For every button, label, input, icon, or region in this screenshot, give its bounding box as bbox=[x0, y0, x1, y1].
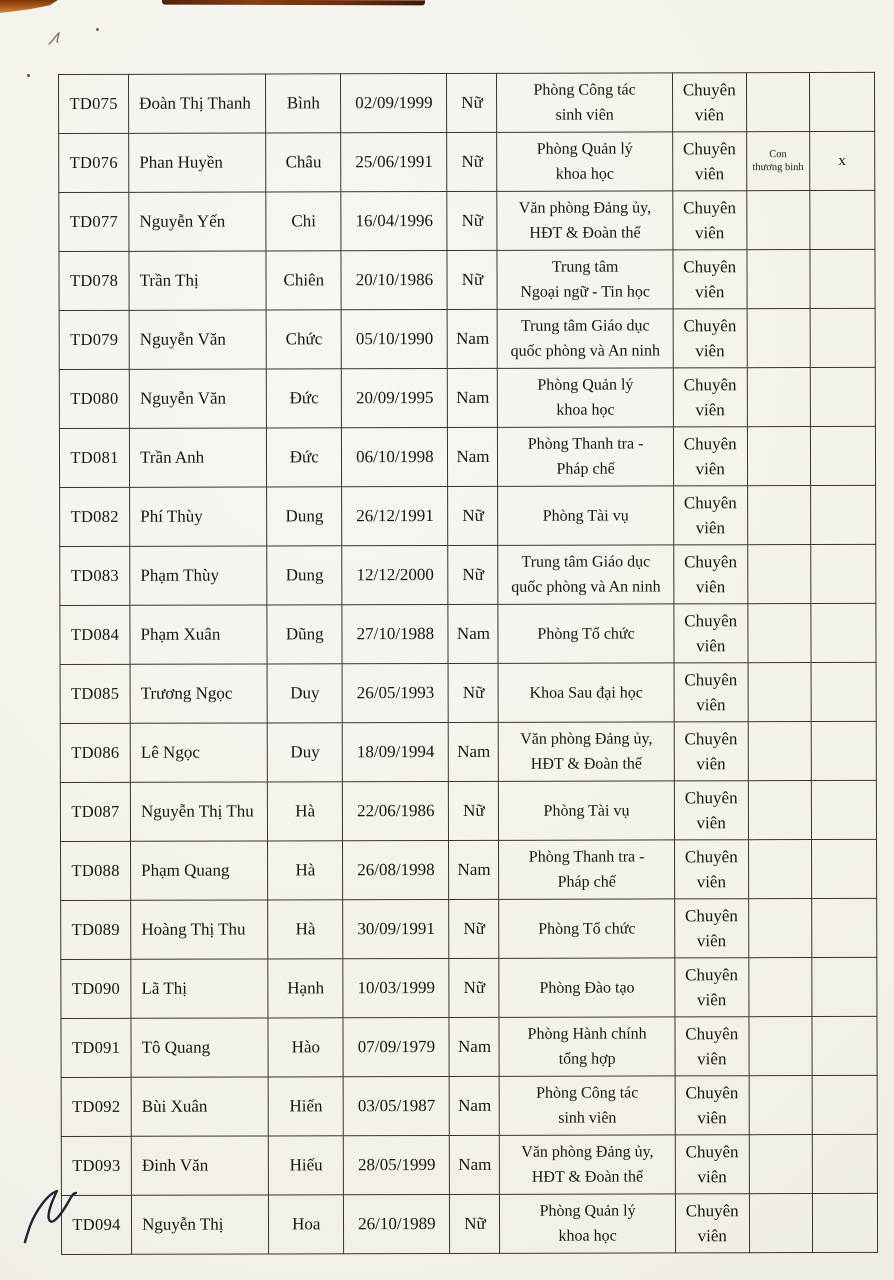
cell-gioi_tinh: Nam bbox=[448, 427, 498, 486]
cell-gioi_tinh: Nữ bbox=[448, 663, 498, 722]
table-row bbox=[60, 544, 876, 605]
cell-ngay_sinh: 27/10/1988 bbox=[342, 604, 448, 663]
cell-ho_dem: Phạm Xuân bbox=[130, 605, 267, 664]
cell-ma: TD091 bbox=[61, 1018, 131, 1077]
cell-don_vi: Văn phòng Đảng ủy, HĐT & Đoàn thể bbox=[499, 722, 674, 781]
cell-don_vi: Phòng Thanh tra - Pháp chế bbox=[499, 840, 674, 899]
cell-ngay_sinh: 05/10/1990 bbox=[341, 309, 447, 368]
cell-gioi_tinh: Nam bbox=[449, 722, 499, 781]
cell-chuc_danh: Chuyên viên bbox=[675, 1076, 749, 1135]
cell-ho_dem: Phan Huyền bbox=[129, 133, 266, 192]
cell-ten: Đức bbox=[267, 369, 342, 428]
cell-chuc_danh: Chuyên viên bbox=[673, 545, 747, 604]
cell-ghi_chu bbox=[749, 1076, 812, 1135]
cell-ghi_chu bbox=[748, 899, 811, 958]
cell-chuc_danh: Chuyên viên bbox=[673, 250, 747, 309]
cell-ma: TD081 bbox=[59, 428, 129, 487]
cell-x bbox=[811, 662, 876, 721]
cell-gioi_tinh: Nam bbox=[448, 604, 498, 663]
cell-ghi_chu bbox=[747, 191, 810, 250]
cell-chuc_danh: Chuyên viên bbox=[674, 781, 748, 840]
cell-don_vi: Phòng Công tác sinh viên bbox=[497, 73, 672, 132]
cell-x bbox=[809, 72, 874, 131]
cell-ma: TD088 bbox=[61, 841, 131, 900]
cell-ngay_sinh: 18/09/1994 bbox=[343, 722, 449, 781]
cell-x bbox=[810, 367, 875, 426]
cell-don_vi: Phòng Công tác sinh viên bbox=[500, 1076, 675, 1135]
cell-chuc_danh: Chuyên viên bbox=[674, 840, 748, 899]
pen-speck bbox=[27, 74, 30, 77]
cell-don_vi: Phòng Quản lý khoa học bbox=[497, 132, 672, 191]
cell-ghi_chu bbox=[747, 250, 810, 309]
cell-x bbox=[811, 780, 876, 839]
cell-chuc_danh: Chuyên viên bbox=[673, 368, 747, 427]
cell-don_vi: Văn phòng Đảng ủy, HĐT & Đoàn thể bbox=[497, 191, 672, 250]
scan-artifact-strip bbox=[162, 0, 425, 5]
cell-gioi_tinh: Nữ bbox=[447, 132, 497, 191]
cell-ho_dem: Trương Ngọc bbox=[130, 664, 267, 723]
cell-ngay_sinh: 03/05/1987 bbox=[343, 1076, 449, 1135]
cell-ngay_sinh: 10/03/1999 bbox=[343, 958, 449, 1017]
cell-chuc_danh: Chuyên viên bbox=[675, 1194, 749, 1253]
cell-ten: Hạnh bbox=[268, 959, 343, 1018]
cell-ten: Hiến bbox=[268, 1077, 343, 1136]
cell-ho_dem: Nguyễn Thị bbox=[132, 1195, 269, 1254]
cell-ma: TD082 bbox=[60, 487, 130, 546]
cell-ngay_sinh: 02/09/1999 bbox=[341, 73, 447, 132]
cell-ngay_sinh: 26/08/1998 bbox=[343, 840, 449, 899]
cell-ngay_sinh: 25/06/1991 bbox=[341, 132, 447, 191]
personnel-table bbox=[58, 72, 878, 1255]
cell-ten: Duy bbox=[267, 723, 342, 782]
scan-artifact-corner bbox=[0, 0, 58, 13]
cell-x bbox=[811, 721, 876, 780]
cell-ten: Duy bbox=[267, 664, 342, 723]
cell-don_vi: Phòng Quản lý khoa học bbox=[498, 368, 673, 427]
cell-chuc_danh: Chuyên viên bbox=[674, 899, 748, 958]
cell-ghi_chu bbox=[749, 1135, 812, 1194]
cell-ho_dem: Nguyễn Văn bbox=[129, 310, 266, 369]
cell-chuc_danh: Chuyên viên bbox=[674, 663, 748, 722]
cell-ma: TD094 bbox=[61, 1195, 131, 1254]
cell-x bbox=[810, 485, 875, 544]
cell-gioi_tinh: Nữ bbox=[447, 73, 497, 132]
cell-ma: TD078 bbox=[59, 251, 129, 310]
cell-ghi_chu bbox=[747, 309, 810, 368]
cell-ten: Dung bbox=[267, 546, 342, 605]
cell-chuc_danh: Chuyên viên bbox=[672, 191, 746, 250]
cell-ngay_sinh: 07/09/1979 bbox=[343, 1017, 449, 1076]
table-row bbox=[60, 485, 876, 546]
cell-x bbox=[811, 839, 876, 898]
cell-ten: Chiên bbox=[266, 251, 341, 310]
cell-ngay_sinh: 30/09/1991 bbox=[343, 899, 449, 958]
cell-ma: TD092 bbox=[61, 1077, 131, 1136]
cell-ho_dem: Trần Anh bbox=[130, 428, 267, 487]
cell-ghi_chu bbox=[748, 663, 811, 722]
table-row bbox=[59, 72, 875, 133]
table-row bbox=[60, 780, 876, 841]
cell-x bbox=[812, 1016, 877, 1075]
cell-ten: Hà bbox=[268, 841, 343, 900]
cell-chuc_danh: Chuyên viên bbox=[675, 958, 749, 1017]
cell-don_vi: Phòng Tài vụ bbox=[498, 486, 673, 545]
cell-x: x bbox=[809, 131, 874, 190]
cell-chuc_danh: Chuyên viên bbox=[672, 73, 746, 132]
cell-ho_dem: Đoàn Thị Thanh bbox=[129, 74, 266, 133]
cell-x bbox=[812, 1134, 877, 1193]
personnel-table-container bbox=[58, 72, 878, 1255]
cell-ho_dem: Bùi Xuân bbox=[131, 1077, 268, 1136]
cell-ghi_chu bbox=[748, 840, 811, 899]
cell-ghi_chu bbox=[749, 1017, 812, 1076]
cell-ghi_chu bbox=[747, 368, 810, 427]
cell-gioi_tinh: Nữ bbox=[449, 899, 499, 958]
table-row bbox=[60, 662, 876, 723]
cell-ngay_sinh: 22/06/1986 bbox=[343, 781, 449, 840]
cell-ma: TD084 bbox=[60, 605, 130, 664]
cell-chuc_danh: Chuyên viên bbox=[675, 1017, 749, 1076]
cell-chuc_danh: Chuyên viên bbox=[672, 132, 746, 191]
cell-ma: TD080 bbox=[59, 369, 129, 428]
cell-ho_dem: Tô Quang bbox=[131, 1018, 268, 1077]
table-row bbox=[59, 308, 875, 369]
table-row bbox=[61, 1193, 877, 1254]
table-row bbox=[61, 957, 877, 1018]
cell-ma: TD077 bbox=[59, 192, 129, 251]
cell-gioi_tinh: Nữ bbox=[448, 486, 498, 545]
cell-ma: TD076 bbox=[59, 133, 129, 192]
cell-ma: TD087 bbox=[60, 782, 130, 841]
table-row bbox=[61, 898, 877, 959]
cell-ghi_chu bbox=[748, 545, 811, 604]
cell-ma: TD079 bbox=[59, 310, 129, 369]
table-row bbox=[59, 131, 875, 192]
cell-chuc_danh: Chuyên viên bbox=[673, 486, 747, 545]
cell-ghi_chu bbox=[746, 73, 809, 132]
cell-ten: Chức bbox=[266, 310, 341, 369]
cell-gioi_tinh: Nam bbox=[450, 1076, 500, 1135]
cell-x bbox=[811, 603, 876, 662]
cell-chuc_danh: Chuyên viên bbox=[674, 722, 748, 781]
cell-ngay_sinh: 28/05/1999 bbox=[344, 1135, 450, 1194]
cell-ghi_chu bbox=[747, 486, 810, 545]
cell-x bbox=[812, 1075, 877, 1134]
cell-ma: TD086 bbox=[60, 723, 130, 782]
cell-x bbox=[810, 190, 875, 249]
cell-don_vi: Trung tâm Giáo dục quốc phòng và An ninh bbox=[498, 309, 673, 368]
table-row bbox=[61, 1075, 877, 1136]
cell-ho_dem: Lã Thị bbox=[131, 959, 268, 1018]
cell-ngay_sinh: 26/05/1993 bbox=[342, 663, 448, 722]
cell-ho_dem: Phạm Quang bbox=[131, 841, 268, 900]
cell-ghi_chu: Con thương binh bbox=[746, 132, 809, 191]
handwritten-mark bbox=[22, 1184, 96, 1248]
cell-x bbox=[810, 249, 875, 308]
cell-ten: Đức bbox=[267, 428, 342, 487]
cell-ho_dem: Trần Thị bbox=[129, 251, 266, 310]
cell-ho_dem: Phí Thùy bbox=[130, 487, 267, 546]
cell-don_vi: Phòng Tài vụ bbox=[499, 781, 674, 840]
cell-chuc_danh: Chuyên viên bbox=[674, 604, 748, 663]
cell-x bbox=[811, 898, 876, 957]
cell-ma: TD089 bbox=[61, 900, 131, 959]
cell-gioi_tinh: Nữ bbox=[447, 191, 497, 250]
cell-gioi_tinh: Nam bbox=[449, 1017, 499, 1076]
table-row bbox=[61, 1016, 877, 1077]
cell-ten: Bình bbox=[266, 74, 341, 133]
cell-ten: Hà bbox=[268, 900, 343, 959]
cell-ho_dem: Phạm Thùy bbox=[130, 546, 267, 605]
table-row bbox=[60, 721, 876, 782]
cell-ten: Hiếu bbox=[269, 1136, 344, 1195]
cell-don_vi: Phòng Tổ chức bbox=[498, 604, 673, 663]
cell-ghi_chu bbox=[748, 722, 811, 781]
cell-ho_dem: Hoàng Thị Thu bbox=[131, 900, 268, 959]
table-row bbox=[59, 249, 875, 310]
cell-don_vi: Văn phòng Đảng ủy, HĐT & Đoàn thể bbox=[500, 1135, 675, 1194]
cell-ngay_sinh: 12/12/2000 bbox=[342, 545, 448, 604]
table-row bbox=[59, 367, 875, 428]
cell-ten: Dũng bbox=[267, 605, 342, 664]
cell-chuc_danh: Chuyên viên bbox=[673, 309, 747, 368]
cell-ma: TD090 bbox=[61, 959, 131, 1018]
cell-ho_dem: Nguyễn Thị Thu bbox=[130, 782, 267, 841]
cell-don_vi: Trung tâm Giáo dục quốc phòng và An ninh bbox=[498, 545, 673, 604]
cell-don_vi: Phòng Đào tạo bbox=[499, 958, 674, 1017]
cell-x bbox=[812, 1193, 877, 1252]
cell-gioi_tinh: Nam bbox=[449, 840, 499, 899]
cell-gioi_tinh: Nữ bbox=[449, 781, 499, 840]
cell-x bbox=[810, 308, 875, 367]
cell-ghi_chu bbox=[749, 958, 812, 1017]
cell-ngay_sinh: 26/12/1991 bbox=[342, 486, 448, 545]
table-row bbox=[59, 190, 875, 251]
cell-ho_dem: Lê Ngọc bbox=[130, 723, 267, 782]
cell-x bbox=[812, 957, 877, 1016]
cell-ma: TD083 bbox=[60, 546, 130, 605]
cell-gioi_tinh: Nam bbox=[448, 309, 498, 368]
cell-ngay_sinh: 20/09/1995 bbox=[342, 368, 448, 427]
cell-ghi_chu bbox=[748, 604, 811, 663]
cell-don_vi: Phòng Quản lý khoa học bbox=[500, 1194, 675, 1253]
cell-ten: Dung bbox=[267, 487, 342, 546]
pen-mark bbox=[46, 30, 68, 48]
cell-ghi_chu bbox=[747, 427, 810, 486]
cell-ho_dem: Đinh Văn bbox=[131, 1136, 268, 1195]
cell-don_vi: Trung tâm Ngoại ngữ - Tin học bbox=[497, 250, 672, 309]
cell-ngay_sinh: 16/04/1996 bbox=[341, 191, 447, 250]
cell-chuc_danh: Chuyên viên bbox=[675, 1135, 749, 1194]
cell-ten: Hà bbox=[268, 782, 343, 841]
cell-ten: Chi bbox=[266, 192, 341, 251]
cell-don_vi: Phòng Thanh tra - Pháp chế bbox=[498, 427, 673, 486]
cell-ten: Châu bbox=[266, 133, 341, 192]
table-row bbox=[61, 1134, 877, 1195]
cell-ghi_chu bbox=[749, 1194, 812, 1253]
cell-don_vi: Phòng Tổ chức bbox=[499, 899, 674, 958]
cell-don_vi: Khoa Sau đại học bbox=[499, 663, 674, 722]
cell-gioi_tinh: Nữ bbox=[447, 250, 497, 309]
cell-ngay_sinh: 26/10/1989 bbox=[344, 1194, 450, 1253]
cell-gioi_tinh: Nữ bbox=[448, 545, 498, 604]
pen-speck bbox=[96, 28, 99, 31]
cell-ten: Hoa bbox=[269, 1195, 344, 1254]
cell-x bbox=[811, 544, 876, 603]
cell-gioi_tinh: Nữ bbox=[449, 958, 499, 1017]
cell-chuc_danh: Chuyên viên bbox=[673, 427, 747, 486]
cell-ghi_chu bbox=[748, 781, 811, 840]
cell-ma: TD075 bbox=[59, 74, 129, 133]
cell-gioi_tinh: Nam bbox=[450, 1135, 500, 1194]
cell-ngay_sinh: 20/10/1986 bbox=[341, 250, 447, 309]
table-row bbox=[59, 426, 875, 487]
table-row bbox=[61, 839, 877, 900]
cell-ngay_sinh: 06/10/1998 bbox=[342, 427, 448, 486]
cell-x bbox=[810, 426, 875, 485]
cell-gioi_tinh: Nữ bbox=[450, 1194, 500, 1253]
cell-ho_dem: Nguyễn Yến bbox=[129, 192, 266, 251]
cell-ho_dem: Nguyễn Văn bbox=[129, 369, 266, 428]
cell-ma: TD085 bbox=[60, 664, 130, 723]
cell-gioi_tinh: Nam bbox=[448, 368, 498, 427]
table-row bbox=[60, 603, 876, 664]
cell-don_vi: Phòng Hành chính tổng hợp bbox=[499, 1017, 674, 1076]
cell-ma: TD093 bbox=[61, 1136, 131, 1195]
cell-ten: Hào bbox=[268, 1018, 343, 1077]
